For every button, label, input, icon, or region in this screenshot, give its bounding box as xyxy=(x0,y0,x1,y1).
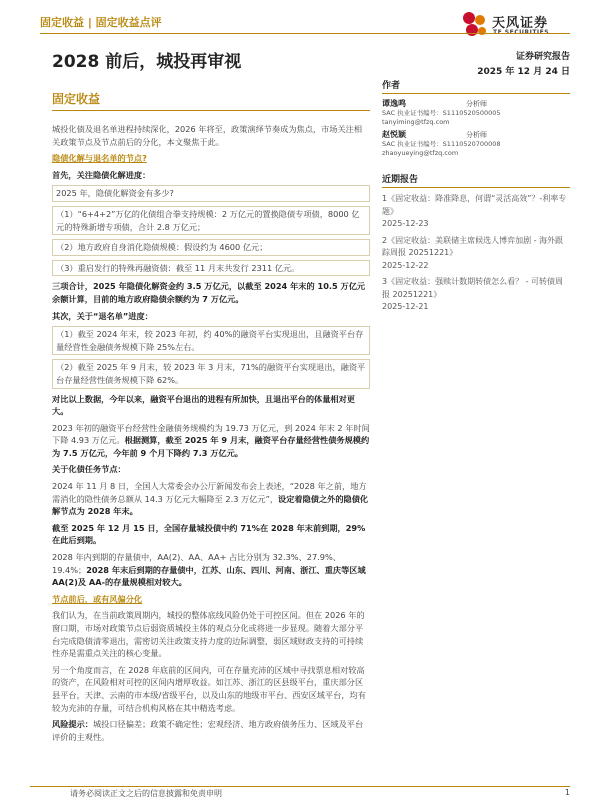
question-box: 2025 年，隐债化解资金有多少? xyxy=(52,185,370,202)
paragraph xyxy=(52,551,370,589)
section-label: 固定收益 xyxy=(52,92,101,106)
paragraph: （2）截至 2025 年 9 月末，较 2023 年 3 月末，71%的融资平台实现退出，融资平台存量经营性债务规模下降 62%。 xyxy=(52,359,370,388)
paragraph: （1）截至 2024 年末，较 2023 年初，约 40%的融资平台实现退出，且融资平台存量经营性金融债务规模下降 25%左右。 xyxy=(52,326,370,355)
paragraph-text: 2024 年 11 月 8 日，全国人大常委会办公厅新闻发布会上表述，“2028 年之前，地方需消化的隐性债务总额从 14.3 万亿元大幅降至 2.3 万亿元”， xyxy=(52,481,367,504)
paragraph: 另一个角度而言，在 2028 年底前的区间内，可在存量充沛的区域中寻找票息相对较高的资产，在风险相对可控的区间内增厚收益。如江苏、浙江的区县级平台，重庆部分区县平台，天津、云南的市本级/省级平台，以及山东的地级市平台、西安区域平台，均有较为充沛的存量，可结合机构风格在其中精选考虑。 xyxy=(52,664,366,713)
paragraph: 三项合计，2025 年隐债化解资金约 3.5 万亿元，以截至 2024 年末的 10.5 万亿元余额计算，目前的地方政府隐债余额约为 7 万亿元。 xyxy=(52,281,366,304)
paragraph-bold: 设定着隐债之外的隐债化解节点为 2028 年末。 xyxy=(52,493,369,517)
logo-text-cn: 天风证券 xyxy=(492,16,549,31)
recent-report-item[interactable] xyxy=(382,193,570,231)
report-title: 2028 前后，城投再审视 xyxy=(52,52,242,72)
intro-paragraph: 城投化债及退名单进程持续深化，2026 年将至，政策演绎节奏成为焦点，市场关注相关政策节点及节点前后的分化，本文聚焦于此。 xyxy=(52,124,363,147)
highlight-heading: 隐债化解与退名单的节点? xyxy=(52,153,147,164)
recent-report-date: 2025-12-23 xyxy=(382,219,429,228)
author-role: 分析师 xyxy=(466,131,487,139)
author-name: 谭逸鸣 xyxy=(382,99,406,108)
report-date: 2025 年 12 月 24 日 xyxy=(477,67,570,77)
author-role: 分析师 xyxy=(466,100,487,108)
author-email[interactable]: zhaoyueying@tfzq.com xyxy=(382,149,459,157)
recent-report-title: 2《固定收益：美联储主席候选人博弈加剧 - 海外跟踪周报 20251221》 xyxy=(382,235,564,257)
author-license: SAC 执业证书编号：S1110520700008 xyxy=(382,140,501,148)
paragraph: 截至 2025 年 12 月 15 日，全国存量城投债中约 71%在 2028 年末前到期，29%在此后到期。 xyxy=(52,522,366,546)
paragraph xyxy=(52,480,370,518)
author-card xyxy=(382,99,570,127)
recent-report-date: 2025-12-22 xyxy=(382,260,429,270)
recent-heading: 近期报告 xyxy=(382,172,570,188)
risk-text: 城投口径偏差；政策不确定性；宏观经济、地方政府债务压力、区域及平台评价的主观性。 xyxy=(52,719,364,742)
paragraph: （1）“6+4+2”万亿的化债组合拳支持规模：2 万亿元的置换隐债专项债，8000 亿元的特殊新增专项债，合计 2.8 万亿元； xyxy=(52,206,370,235)
sidebar xyxy=(382,78,570,318)
author-card xyxy=(382,130,570,158)
page-number: 1 xyxy=(564,788,570,797)
subheading: 关于化债任务节点： xyxy=(52,464,126,475)
recent-report-item[interactable] xyxy=(382,276,570,314)
paragraph xyxy=(52,422,370,460)
subheading: 其次，关于“退名单”进度： xyxy=(52,310,153,321)
company-logo xyxy=(460,10,570,40)
risk-paragraph xyxy=(52,718,370,743)
page-header xyxy=(40,10,570,40)
author-license: SAC 执业证书编号：S1110520500005 xyxy=(382,109,501,117)
section-divider xyxy=(52,110,370,111)
report-body xyxy=(52,123,370,747)
recent-report-title: 1《固定收益：降准降息，何谓“灵活高效”？-利率专题》 xyxy=(382,194,567,216)
authors-heading: 作者 xyxy=(382,78,570,94)
recent-report-title: 3《固定收益：强赎计数期转债怎么看？ - 可转债周报 20251221》 xyxy=(382,277,564,299)
paragraph: （3）重启发行的特殊再融资债：截至 11 月末共发行 2311 亿元。 xyxy=(52,260,370,277)
highlight-heading: 节点前后，或有风偏分化 xyxy=(52,593,143,604)
paragraph: 我们认为，在当前政策周期内，城投的整体底线风险仍处于可控区间。但在 2026 年的窗口期，市场对政策节点后弱资质城投主体的观点分化或将进一步显现。随着大部分平台完成隐债清零退出，需密切关注政策支持力度的边际调整，弱区域财政支持的可持续性亦是需重点关注的核心变量。 xyxy=(52,610,365,659)
author-name: 赵悦颖 xyxy=(382,130,406,139)
report-type: 证券研究报告 xyxy=(515,52,570,62)
paragraph-bold: 2028 年末后到期的存量债中，江苏、山东、四川、河南、浙江、重庆等区域 AA(2)及 AA-的存量规模相对较大。 xyxy=(52,564,366,588)
recent-reports xyxy=(382,172,570,314)
risk-label: 风险提示： xyxy=(52,719,93,730)
paragraph-text: 2028 年内到期的存量债中，AA(2)、AA、AA+ 占比分别为 32.3%、27.9%、19.4%； xyxy=(52,552,341,575)
footer-divider xyxy=(30,786,570,787)
paragraph-text: 2023 年初的融资平台经营性金融债务规模约为 19.73 万亿元，到 2024 年末 2 年时间下降 4.93 万亿元。 xyxy=(52,422,370,446)
paragraph-bold: 根据测算，截至 2025 年 9 月末，融资平台存量经营性债务规模约为 7.5 万亿元，今年前 9 个月下降约 7.3 万亿元。 xyxy=(52,435,370,458)
subheading: 首先，关注隐债化解进度： xyxy=(52,169,151,180)
author-email[interactable]: tanyiming@tfzq.com xyxy=(382,118,450,126)
paragraph: （2）地方政府自身消化隐债规模：假设约为 4600 亿元； xyxy=(52,239,370,256)
header-divider xyxy=(40,33,570,34)
recent-report-date: 2025-12-21 xyxy=(382,302,429,311)
recent-report-item[interactable] xyxy=(382,235,570,273)
disclaimer-notice: 请务必阅读正文之后的信息披露和免责申明 xyxy=(70,789,222,798)
paragraph: 对比以上数据，今年以来，融资平台退出的进程有所加快，且退出平台的体量相对更大。 xyxy=(52,393,355,417)
breadcrumb: 固定收益 | 固定收益点评 xyxy=(40,16,162,29)
